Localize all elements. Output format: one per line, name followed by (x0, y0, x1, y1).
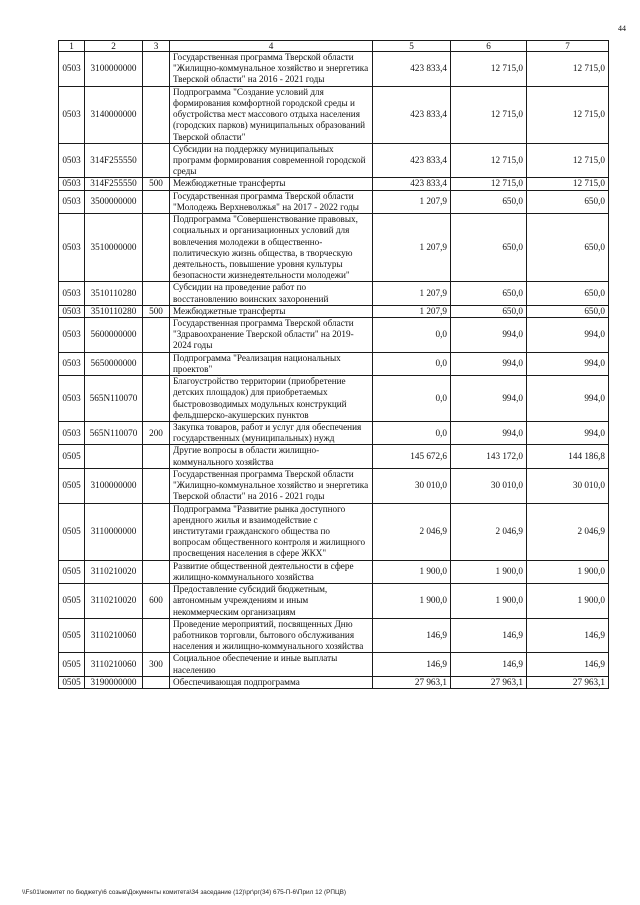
amount-col-7: 650,0 (527, 190, 609, 213)
target-article: 3140000000 (85, 86, 143, 143)
section-code: 0503 (59, 318, 85, 353)
section-code: 0503 (59, 305, 85, 317)
target-article: 5600000000 (85, 318, 143, 353)
amount-col-5: 423 833,4 (373, 86, 451, 143)
amount-col-7: 994,0 (527, 376, 609, 422)
section-code: 0505 (59, 560, 85, 583)
expense-type (143, 52, 170, 87)
amount-col-7: 1 900,0 (527, 584, 609, 619)
expense-type: 200 (143, 422, 170, 445)
target-article: 3110000000 (85, 503, 143, 560)
amount-col-6: 2 046,9 (451, 503, 527, 560)
table-row (59, 468, 609, 503)
item-name: Обеспечивающая подпрограмма (170, 676, 373, 688)
table-row (59, 214, 609, 282)
amount-col-7: 27 963,1 (527, 676, 609, 688)
target-article: 3110210060 (85, 618, 143, 653)
target-article: 3510110280 (85, 305, 143, 317)
item-name: Межбюджетные трансферты (170, 178, 373, 190)
header-col-4: 4 (170, 41, 373, 52)
amount-col-6: 146,9 (451, 653, 527, 676)
section-code: 0503 (59, 178, 85, 190)
table-row (59, 560, 609, 583)
table-row (59, 282, 609, 305)
item-name: Закупка товаров, работ и услуг для обеспечения государственных (муниципальных) нужд (170, 422, 373, 445)
item-name: Подпрограмма "Создание условий для формирования комфортной городской среды и обустройства мест массового отдыха населения (городских парков) муниципальных образований Тверской области" (170, 86, 373, 143)
amount-col-5: 1 207,9 (373, 305, 451, 317)
table-row (59, 352, 609, 375)
item-name: Подпрограмма "Реализация национальных проектов" (170, 352, 373, 375)
amount-col-7: 12 715,0 (527, 52, 609, 87)
table-row (59, 143, 609, 178)
amount-col-7: 12 715,0 (527, 143, 609, 178)
amount-col-6: 12 715,0 (451, 86, 527, 143)
item-name: Государственная программа Тверской области "Жилищно-коммунальное хозяйство и энергетика Тверской области" на 2016 - 2021 годы (170, 468, 373, 503)
amount-col-6: 12 715,0 (451, 52, 527, 87)
amount-col-6: 650,0 (451, 214, 527, 282)
file-path-footer: \\Fs01\комитет по бюджету\6 созыв\Документы комитета\34 заседание (12)\рг\рг(34) 675-П-6\Прил 12 (РПЦВ) (22, 889, 347, 896)
amount-col-6: 143 172,0 (451, 445, 527, 468)
table-row (59, 318, 609, 353)
target-article: 3510000000 (85, 214, 143, 282)
item-name: Благоустройство территории (приобретение детских площадок) для приобретаемых быстровозводимых модульных конструкций фельдшерско-акушерских пунктов (170, 376, 373, 422)
table-row (59, 422, 609, 445)
amount-col-7: 650,0 (527, 282, 609, 305)
amount-col-5: 145 672,6 (373, 445, 451, 468)
item-name: Подпрограмма "Развитие рынка доступного арендного жилья и взаимодействие с институтами гражданского общества по вопросам общественного контроля и жилищного просвещения населения в сфере ЖКХ" (170, 503, 373, 560)
amount-col-7: 994,0 (527, 318, 609, 353)
table-row (59, 584, 609, 619)
item-name: Субсидии на проведение работ по восстановлению воинских захоронений (170, 282, 373, 305)
expense-type (143, 503, 170, 560)
section-code: 0503 (59, 282, 85, 305)
table-row (59, 445, 609, 468)
amount-col-6: 994,0 (451, 352, 527, 375)
item-name: Проведение мероприятий, посвященных Дню работников торговли, бытового обслуживания населения и жилищно-коммунального хозяйства (170, 618, 373, 653)
target-article: 3500000000 (85, 190, 143, 213)
amount-col-6: 650,0 (451, 190, 527, 213)
amount-col-7: 650,0 (527, 305, 609, 317)
section-code: 0503 (59, 190, 85, 213)
item-name: Государственная программа Тверской области "Жилищно-коммунальное хозяйство и энергетика Тверской области" на 2016 - 2021 годы (170, 52, 373, 87)
amount-col-7: 12 715,0 (527, 86, 609, 143)
amount-col-6: 12 715,0 (451, 143, 527, 178)
amount-col-6: 30 010,0 (451, 468, 527, 503)
amount-col-5: 1 207,9 (373, 190, 451, 213)
table-row (59, 653, 609, 676)
expense-type (143, 318, 170, 353)
header-col-3: 3 (143, 41, 170, 52)
section-code: 0503 (59, 86, 85, 143)
expense-type (143, 86, 170, 143)
amount-col-7: 2 046,9 (527, 503, 609, 560)
amount-col-7: 12 715,0 (527, 178, 609, 190)
header-col-2: 2 (85, 41, 143, 52)
target-article: 3100000000 (85, 52, 143, 87)
amount-col-6: 650,0 (451, 282, 527, 305)
expense-type (143, 445, 170, 468)
section-code: 0505 (59, 584, 85, 619)
item-name: Государственная программа Тверской области "Молодежь Верхневолжья" на 2017 - 2022 годы (170, 190, 373, 213)
expense-type: 300 (143, 653, 170, 676)
table-row (59, 503, 609, 560)
amount-col-5: 0,0 (373, 352, 451, 375)
expense-type (143, 468, 170, 503)
amount-col-5: 0,0 (373, 318, 451, 353)
target-article: 3110210020 (85, 584, 143, 619)
target-article: 3110210020 (85, 560, 143, 583)
table-row (59, 178, 609, 190)
target-article: 3510110280 (85, 282, 143, 305)
item-name: Социальное обеспечение и иные выплаты населению (170, 653, 373, 676)
amount-col-6: 994,0 (451, 422, 527, 445)
header-col-7: 7 (527, 41, 609, 52)
section-code: 0505 (59, 445, 85, 468)
section-code: 0503 (59, 214, 85, 282)
expense-type (143, 282, 170, 305)
amount-col-5: 1 207,9 (373, 214, 451, 282)
amount-col-5: 0,0 (373, 376, 451, 422)
target-article: 3110210060 (85, 653, 143, 676)
amount-col-7: 146,9 (527, 653, 609, 676)
amount-col-6: 650,0 (451, 305, 527, 317)
page-number: 44 (618, 24, 626, 33)
table-row (59, 190, 609, 213)
amount-col-7: 994,0 (527, 422, 609, 445)
expense-type: 500 (143, 178, 170, 190)
expense-type: 500 (143, 305, 170, 317)
target-article: 314F255550 (85, 178, 143, 190)
expense-type (143, 143, 170, 178)
amount-col-7: 1 900,0 (527, 560, 609, 583)
amount-col-5: 146,9 (373, 653, 451, 676)
expense-type (143, 618, 170, 653)
target-article (85, 445, 143, 468)
amount-col-6: 994,0 (451, 376, 527, 422)
item-name: Предоставление субсидий бюджетным, автономным учреждениям и иным некоммерческим организациям (170, 584, 373, 619)
amount-col-5: 0,0 (373, 422, 451, 445)
expense-type (143, 560, 170, 583)
table-row (59, 676, 609, 688)
table-row (59, 86, 609, 143)
amount-col-5: 423 833,4 (373, 52, 451, 87)
expense-type (143, 190, 170, 213)
target-article: 565N110070 (85, 422, 143, 445)
table-row (59, 52, 609, 87)
amount-col-7: 144 186,8 (527, 445, 609, 468)
target-article: 314F255550 (85, 143, 143, 178)
item-name: Субсидии на поддержку муниципальных программ формирования современной городской среды (170, 143, 373, 178)
amount-col-5: 146,9 (373, 618, 451, 653)
amount-col-5: 1 900,0 (373, 584, 451, 619)
section-code: 0503 (59, 143, 85, 178)
amount-col-7: 650,0 (527, 214, 609, 282)
amount-col-7: 994,0 (527, 352, 609, 375)
section-code: 0503 (59, 352, 85, 375)
item-name: Подпрограмма "Совершенствование правовых, социальных и организационных условий для вовлечения молодежи в общественно-политическую жизнь общества, в творческую деятельность, повышение уровня культуры безопасности жизнедеятельности молодежи" (170, 214, 373, 282)
item-name: Государственная программа Тверской области "Здравоохранение Тверской области" на 2019-2024 годы (170, 318, 373, 353)
amount-col-5: 1 207,9 (373, 282, 451, 305)
item-name: Развитие общественной деятельности в сфере жилищно-коммунального хозяйства (170, 560, 373, 583)
section-code: 0505 (59, 503, 85, 560)
amount-col-5: 423 833,4 (373, 143, 451, 178)
section-code: 0505 (59, 676, 85, 688)
expense-type (143, 676, 170, 688)
expense-type (143, 352, 170, 375)
amount-col-7: 30 010,0 (527, 468, 609, 503)
section-code: 0505 (59, 618, 85, 653)
section-code: 0503 (59, 422, 85, 445)
table-row (59, 618, 609, 653)
expense-type: 600 (143, 584, 170, 619)
amount-col-6: 12 715,0 (451, 178, 527, 190)
section-code: 0505 (59, 468, 85, 503)
item-name: Другие вопросы в области жилищно-коммунального хозяйства (170, 445, 373, 468)
amount-col-6: 994,0 (451, 318, 527, 353)
table-row (59, 305, 609, 317)
header-col-5: 5 (373, 41, 451, 52)
amount-col-5: 30 010,0 (373, 468, 451, 503)
section-code: 0505 (59, 653, 85, 676)
target-article: 3100000000 (85, 468, 143, 503)
target-article: 565N110070 (85, 376, 143, 422)
amount-col-5: 423 833,4 (373, 178, 451, 190)
section-code: 0503 (59, 52, 85, 87)
amount-col-6: 1 900,0 (451, 560, 527, 583)
target-article: 5650000000 (85, 352, 143, 375)
table-row (59, 376, 609, 422)
amount-col-5: 27 963,1 (373, 676, 451, 688)
header-col-6: 6 (451, 41, 527, 52)
header-col-1: 1 (59, 41, 85, 52)
amount-col-6: 1 900,0 (451, 584, 527, 619)
expense-type (143, 376, 170, 422)
amount-col-7: 146,9 (527, 618, 609, 653)
amount-col-6: 146,9 (451, 618, 527, 653)
section-code: 0503 (59, 376, 85, 422)
expense-type (143, 214, 170, 282)
item-name: Межбюджетные трансферты (170, 305, 373, 317)
amount-col-5: 2 046,9 (373, 503, 451, 560)
budget-table (58, 40, 609, 689)
amount-col-6: 27 963,1 (451, 676, 527, 688)
header-row (59, 41, 609, 52)
target-article: 3190000000 (85, 676, 143, 688)
amount-col-5: 1 900,0 (373, 560, 451, 583)
